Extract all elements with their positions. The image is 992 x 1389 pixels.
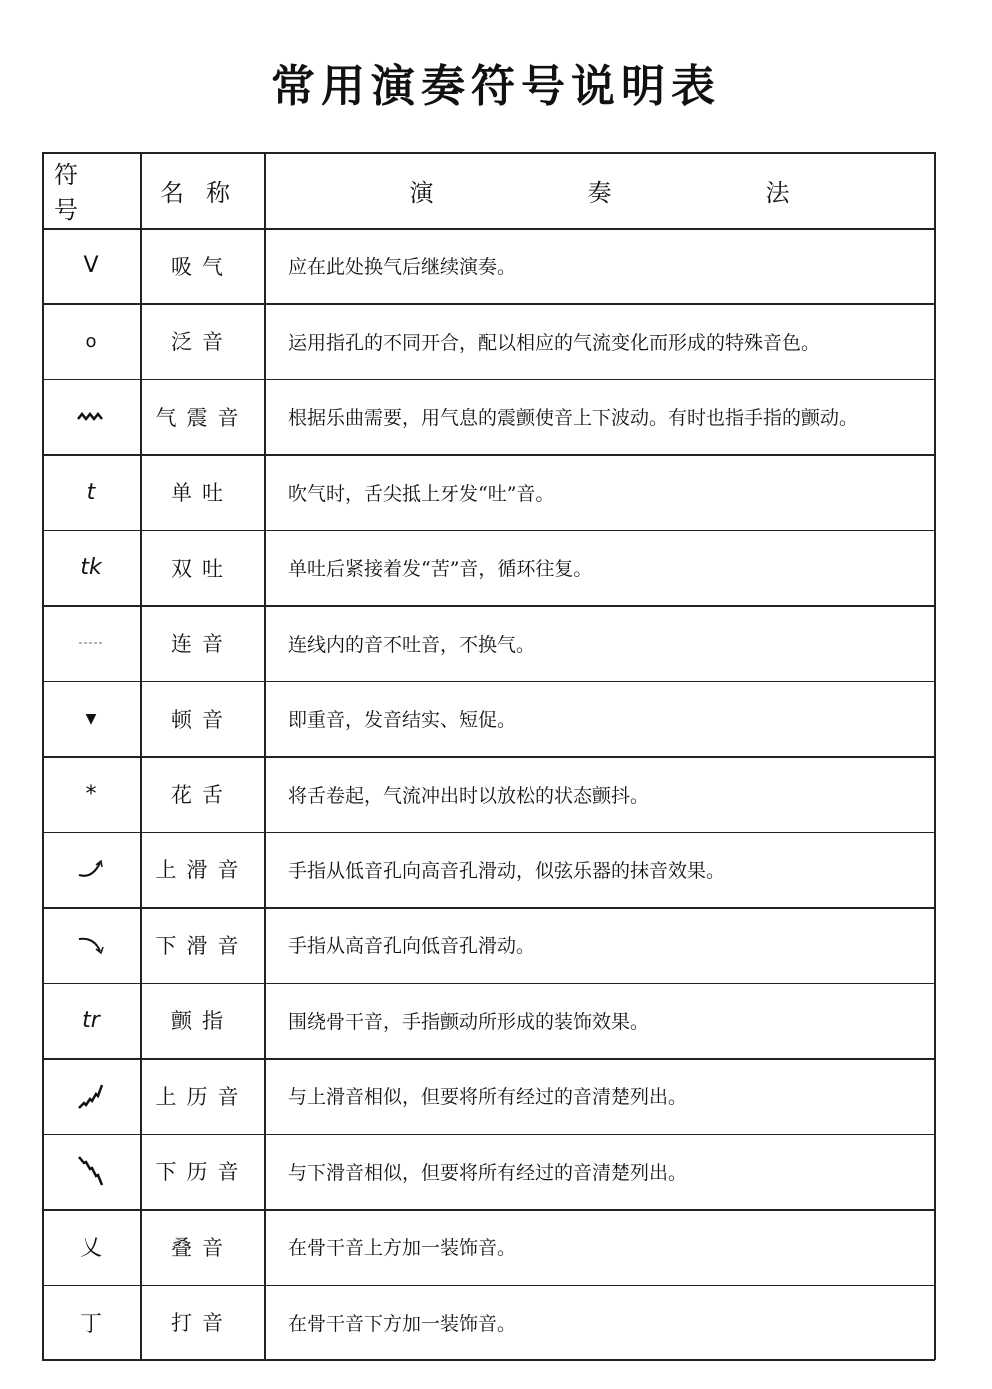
row-divider bbox=[42, 530, 935, 532]
breath-mark-icon bbox=[42, 228, 140, 303]
row-divider bbox=[42, 1209, 935, 1211]
table-border-top bbox=[42, 152, 935, 154]
row-symbol-text: o bbox=[85, 330, 97, 352]
row-divider bbox=[42, 454, 935, 456]
row-divider bbox=[42, 605, 935, 607]
row-name: 打音 bbox=[171, 1311, 233, 1336]
table-row bbox=[42, 832, 935, 907]
row-name: 连音 bbox=[171, 632, 233, 657]
row-divider bbox=[42, 228, 935, 230]
table-row bbox=[42, 228, 935, 303]
row-symbol-text: t bbox=[86, 479, 96, 505]
table-row bbox=[42, 983, 935, 1058]
table-row bbox=[42, 379, 935, 454]
row-symbol-text: ▼ bbox=[85, 710, 97, 727]
flutter-tongue-icon bbox=[42, 756, 140, 831]
table-row bbox=[42, 1134, 935, 1209]
row-description: 手指从高音孔向低音孔滑动。 bbox=[288, 935, 536, 958]
table-row bbox=[42, 605, 935, 680]
header-method-char: 法 bbox=[765, 178, 790, 207]
row-name: 双吐 bbox=[171, 556, 233, 581]
staccato-wedge-icon bbox=[42, 681, 140, 756]
row-symbol-text: 乂 bbox=[79, 1236, 102, 1262]
row-name: 下滑音 bbox=[155, 933, 249, 958]
table-row bbox=[42, 681, 935, 756]
table-border-bottom bbox=[42, 1359, 935, 1361]
row-divider bbox=[42, 983, 935, 985]
row-divider bbox=[42, 379, 935, 381]
harmonic-circle-icon bbox=[42, 303, 140, 378]
header-method bbox=[264, 152, 935, 228]
slur-line-icon bbox=[42, 605, 140, 680]
row-description: 与下滑音相似，但要将所有经过的音清楚列出。 bbox=[288, 1161, 688, 1184]
slide-down-icon bbox=[42, 907, 140, 982]
table-row bbox=[42, 530, 935, 605]
row-name: 颤指 bbox=[171, 1009, 233, 1034]
row-description: 手指从低音孔向高音孔滑动，似弦乐器的抹音效果。 bbox=[288, 859, 726, 882]
table-row bbox=[42, 1058, 935, 1133]
glissando-up-icon bbox=[42, 1058, 140, 1133]
row-symbol bbox=[42, 1285, 140, 1360]
row-name: 吸气 bbox=[171, 254, 233, 279]
row-description: 将舌卷起，气流冲出时以放松的状态颤抖。 bbox=[288, 784, 650, 807]
row-symbol bbox=[42, 1209, 140, 1284]
row-name: 单吐 bbox=[171, 481, 233, 506]
symbol-table bbox=[42, 152, 935, 1360]
row-name: 上历音 bbox=[155, 1084, 249, 1109]
row-name: 上滑音 bbox=[155, 858, 249, 883]
row-symbol bbox=[42, 983, 140, 1058]
row-description: 即重音，发音结实、短促。 bbox=[288, 709, 517, 732]
row-divider bbox=[42, 756, 935, 758]
row-symbol-text: tr bbox=[82, 1007, 100, 1033]
row-description: 单吐后紧接着发“苦”音，循环往复。 bbox=[288, 558, 593, 581]
slide-up-icon bbox=[42, 832, 140, 907]
table-row bbox=[42, 1285, 935, 1360]
row-symbol-text: tk bbox=[80, 555, 102, 581]
row-symbol-text: * bbox=[85, 781, 97, 807]
row-name: 气震音 bbox=[155, 405, 249, 430]
table-row bbox=[42, 303, 935, 378]
table-row bbox=[42, 907, 935, 982]
row-divider bbox=[42, 681, 935, 683]
header-method-char: 奏 bbox=[587, 178, 612, 207]
row-name: 花舌 bbox=[171, 783, 233, 808]
row-description: 运用指孔的不同开合，配以相应的气流变化而形成的特殊音色。 bbox=[288, 331, 821, 354]
row-description: 在骨干音上方加一装饰音。 bbox=[288, 1237, 517, 1260]
header-symbol: 符号 bbox=[54, 161, 100, 224]
table-row bbox=[42, 454, 935, 529]
row-name: 泛音 bbox=[171, 330, 233, 355]
row-symbol bbox=[42, 530, 140, 605]
row-description: 吹气时，舌尖抵上牙发“吐”音。 bbox=[288, 482, 555, 505]
glissando-down-icon bbox=[42, 1134, 140, 1209]
row-description: 在骨干音下方加一装饰音。 bbox=[288, 1312, 517, 1335]
table-row bbox=[42, 756, 935, 831]
header-method-char: 演 bbox=[409, 178, 434, 207]
row-description: 围绕骨干音，手指颤动所形成的装饰效果。 bbox=[288, 1010, 650, 1033]
vibrato-wave-icon bbox=[42, 379, 140, 454]
row-divider bbox=[42, 1134, 935, 1136]
row-divider bbox=[42, 1058, 935, 1060]
row-divider bbox=[42, 832, 935, 834]
row-name: 顿音 bbox=[171, 707, 233, 732]
row-symbol-text: 丁 bbox=[79, 1311, 102, 1337]
row-symbol bbox=[42, 454, 140, 529]
row-name: 叠音 bbox=[171, 1235, 233, 1260]
table-row bbox=[42, 1209, 935, 1284]
row-divider bbox=[42, 907, 935, 909]
row-description: 应在此处换气后继续演奏。 bbox=[288, 256, 517, 279]
row-name: 下历音 bbox=[155, 1160, 249, 1185]
row-description: 根据乐曲需要，用气息的震颤使音上下波动。有时也指手指的颤动。 bbox=[288, 407, 859, 430]
row-description: 连线内的音不吐音，不换气。 bbox=[288, 633, 536, 656]
row-divider bbox=[42, 1285, 935, 1287]
header-name: 名称 bbox=[160, 178, 252, 207]
row-divider bbox=[42, 303, 935, 305]
row-description: 与上滑音相似，但要将所有经过的音清楚列出。 bbox=[288, 1086, 688, 1109]
table-header bbox=[42, 152, 935, 228]
page-title: 常用演奏符号说明表 bbox=[271, 61, 721, 112]
row-symbol-text: V bbox=[83, 253, 99, 279]
